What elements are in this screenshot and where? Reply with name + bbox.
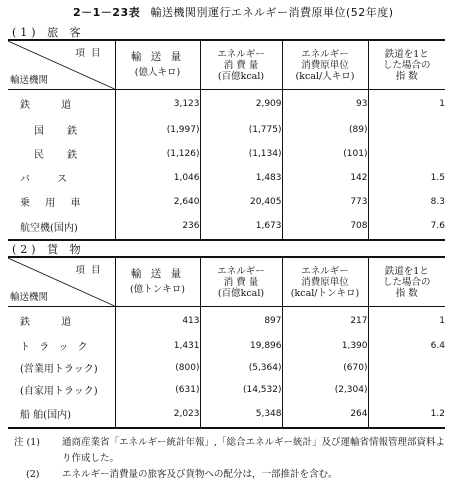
corner-item-label: 項目 bbox=[75, 265, 107, 276]
header-volume: 輸 送 量 (億トンキロ) bbox=[115, 257, 200, 307]
table-row bbox=[8, 214, 445, 240]
row-label: ト ラ ッ ク bbox=[20, 342, 91, 353]
cell-volume: 1,046 bbox=[115, 166, 200, 190]
row-label: 航空機(国内) bbox=[8, 214, 115, 240]
cell-unit: (89) bbox=[282, 118, 368, 142]
table-row bbox=[8, 357, 445, 379]
cell-unit: 773 bbox=[282, 190, 368, 214]
cell-volume: 2,023 bbox=[115, 401, 200, 428]
header-energy: エネルギー 消 費 量 (百億kcal) bbox=[200, 40, 282, 90]
table-row bbox=[8, 335, 445, 357]
cell-energy: (5,364) bbox=[200, 357, 282, 379]
note-2-prefix: (2) bbox=[26, 469, 40, 480]
freight-section-label: (2) 貨 物 bbox=[12, 243, 85, 256]
table-row bbox=[8, 118, 445, 142]
cell-unit: (670) bbox=[282, 357, 368, 379]
header-energy-unit: エネルギー 消費原単位 (kcal/人キロ) bbox=[282, 40, 368, 90]
cell-index: 1.5 bbox=[368, 166, 445, 190]
table-title bbox=[73, 4, 394, 20]
corner-mode-label: 輸送機関 bbox=[10, 75, 49, 86]
cell-unit: 142 bbox=[282, 166, 368, 190]
row-label: バ ス bbox=[20, 174, 80, 185]
note-2 bbox=[14, 467, 446, 483]
cell-unit: 708 bbox=[282, 214, 368, 240]
cell-energy: 5,348 bbox=[200, 401, 282, 428]
freight-corner-cell bbox=[8, 257, 115, 307]
header-energy: エネルギー 消 費 量 (百億kcal) bbox=[200, 257, 282, 307]
table-row bbox=[8, 401, 445, 428]
table-row bbox=[8, 166, 445, 190]
cell-energy: 20,405 bbox=[200, 190, 282, 214]
cell-volume: (1,997) bbox=[115, 118, 200, 142]
cell-unit: 93 bbox=[282, 90, 368, 118]
note-1-text: 通商産業省「エネルギー統計年報」,「総合エネルギー統計」及び運輸省情報管理部資料より作成した。 bbox=[62, 437, 446, 464]
cell-energy: 1,673 bbox=[200, 214, 282, 240]
table-row bbox=[8, 90, 445, 118]
row-label: 民 鉄 bbox=[34, 150, 88, 161]
header-index: 鉄道を1と した場合の 指 数 bbox=[368, 257, 445, 307]
row-label: 鉄 道 bbox=[20, 317, 86, 329]
cell-index: 1 bbox=[368, 90, 445, 118]
header-energy-unit: エネルギー 消費原単位 (kcal/トンキロ) bbox=[282, 257, 368, 307]
cell-index bbox=[368, 357, 445, 379]
corner-item-label: 項目 bbox=[75, 48, 107, 59]
passenger-corner-cell bbox=[8, 40, 115, 90]
cell-unit: (2,304) bbox=[282, 379, 368, 401]
row-label: 国 鉄 bbox=[34, 126, 88, 137]
freight-header-row bbox=[8, 257, 445, 307]
row-label: (自家用トラック) bbox=[20, 386, 98, 397]
passenger-section-label: (1) 旅 客 bbox=[12, 26, 85, 39]
table-row bbox=[8, 307, 445, 335]
cell-index bbox=[368, 142, 445, 166]
row-label: 鉄 道 bbox=[20, 100, 86, 112]
cell-unit: 1,390 bbox=[282, 335, 368, 357]
cell-energy: 1,483 bbox=[200, 166, 282, 190]
cell-unit: 264 bbox=[282, 401, 368, 428]
cell-index: 1 bbox=[368, 307, 445, 335]
notes bbox=[14, 435, 446, 483]
corner-mode-label: 輸送機関 bbox=[10, 292, 49, 303]
cell-energy: 19,896 bbox=[200, 335, 282, 357]
cell-index bbox=[368, 379, 445, 401]
passenger-header-row bbox=[8, 40, 445, 90]
table-row bbox=[8, 190, 445, 214]
passenger-table bbox=[8, 39, 445, 241]
row-label: 船 舶(国内) bbox=[8, 401, 115, 428]
cell-volume: 2,640 bbox=[115, 190, 200, 214]
note-2-text: エネルギー消費量の旅客及び貨物への配分は，一部推計を含む。 bbox=[62, 469, 338, 480]
cell-unit: (101) bbox=[282, 142, 368, 166]
cell-index: 1.2 bbox=[368, 401, 445, 428]
header-index: 鉄道を1と した場合の 指 数 bbox=[368, 40, 445, 90]
row-label: (営業用トラック) bbox=[20, 364, 98, 375]
cell-volume: 236 bbox=[115, 214, 200, 240]
cell-unit: 217 bbox=[282, 307, 368, 335]
freight-table bbox=[8, 256, 445, 429]
row-label: 乗 用 車 bbox=[20, 198, 87, 209]
cell-energy: (1,775) bbox=[200, 118, 282, 142]
cell-volume: (631) bbox=[115, 379, 200, 401]
cell-volume: 413 bbox=[115, 307, 200, 335]
cell-index: 6.4 bbox=[368, 335, 445, 357]
table-row bbox=[8, 142, 445, 166]
header-volume: 輸 送 量 (億人キロ) bbox=[115, 40, 200, 90]
note-1 bbox=[14, 435, 446, 467]
cell-volume: 3,123 bbox=[115, 90, 200, 118]
table-row bbox=[8, 379, 445, 401]
cell-energy: (14,532) bbox=[200, 379, 282, 401]
table-title-text: 輸送機関別運行エネルギー消費原単位(52年度) bbox=[150, 6, 394, 19]
cell-energy: 2,909 bbox=[200, 90, 282, 118]
cell-volume: (1,126) bbox=[115, 142, 200, 166]
cell-index bbox=[368, 118, 445, 142]
cell-volume: 1,431 bbox=[115, 335, 200, 357]
cell-volume: (800) bbox=[115, 357, 200, 379]
cell-index: 7.6 bbox=[368, 214, 445, 240]
cell-energy: (1,134) bbox=[200, 142, 282, 166]
cell-energy: 897 bbox=[200, 307, 282, 335]
cell-index: 8.3 bbox=[368, 190, 445, 214]
note-1-prefix: 注 (1) bbox=[14, 437, 40, 448]
table-number: 2－1－23表 bbox=[73, 6, 141, 19]
